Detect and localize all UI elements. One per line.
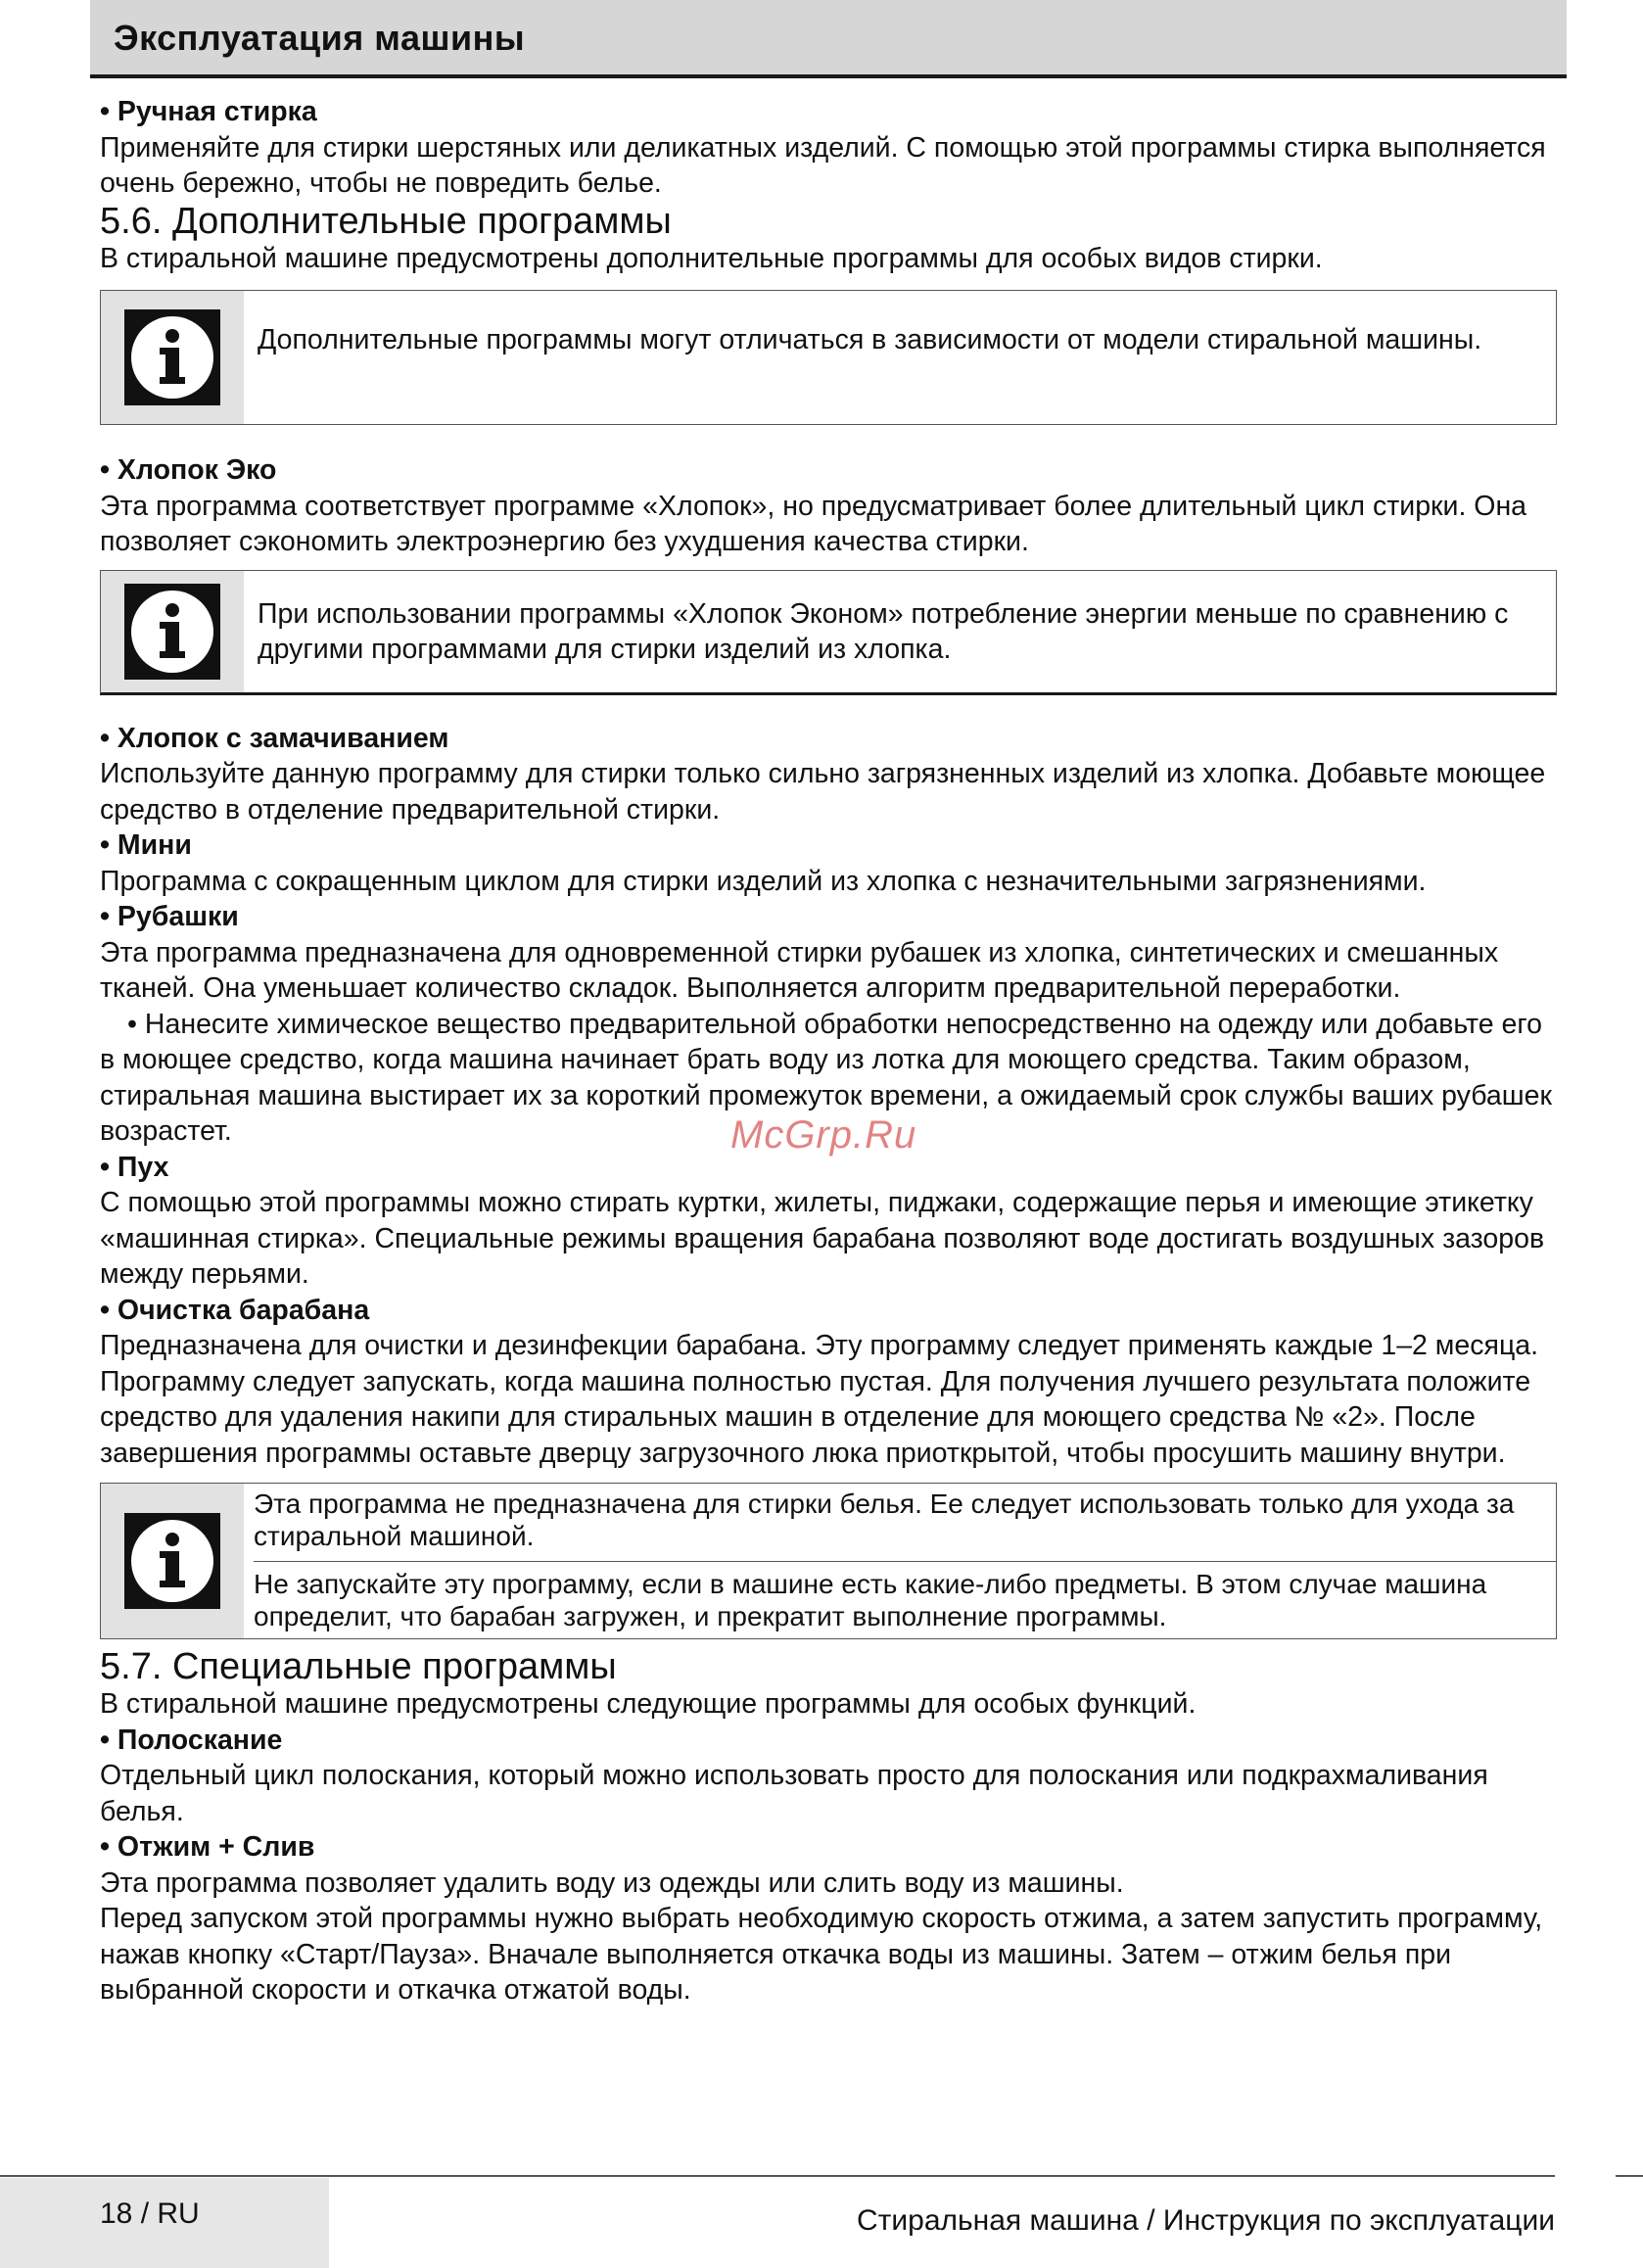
- spin-drain-text-2: Перед запуском этой программы нужно выбрать необходимую скорость отжима, а затем запустить программу, нажав кнопку «Старт/Пауза». Вначале выполняется откачка воды из машины. Затем – отжим белья при выбранной скорости и откачка отжатой воды.: [100, 1903, 1543, 2006]
- info-text-1: Эта программа не предназначена для стирки белья. Ее следует использовать только для ухода за стиральной машиной.: [254, 1488, 1515, 1551]
- drum-clean-text: Предназначена для очистки и дезинфекции барабана. Эту программу следует применять каждые 1–2 месяца. Программу следует запускать, когда машина полностью пустая. Для получения лучшего результата положите средство для удаления накипи для стиральных машин в отделение для моющего средства № «2». После завершения программы оставьте дверцу загрузочного люка приоткрытой, чтобы просушить машину внутри.: [100, 1330, 1539, 1469]
- mini-text: Программа с сокращенным циклом для стирки изделий из хлопка с незначительными загрязнениями.: [100, 865, 1427, 897]
- footer-divider: [0, 2175, 1555, 2177]
- info-icon-cell: [101, 571, 244, 692]
- info-icon: [127, 587, 217, 677]
- info-box-additional-programs: [100, 290, 1557, 425]
- page-header: [90, 0, 1567, 78]
- footer-divider-right: [1616, 2175, 1643, 2177]
- section-5-6-intro: В стиральной машине предусмотрены дополнительные программы для особых видов стирки.: [100, 242, 1323, 274]
- rinse-title: • Полоскание: [100, 1724, 283, 1756]
- info-box-drum-clean: [100, 1483, 1557, 1639]
- info-divider: [254, 1561, 1556, 1562]
- mini-title: • Мини: [100, 829, 192, 861]
- spin-drain-title: • Отжим + Слив: [100, 1831, 315, 1863]
- shirts-text: Эта программа предназначена для одновременной стирки рубашек из хлопка, синтетических и смешанных тканей. Она уменьшает количество складок. Выполняется алгоритм предварительной переработки.: [100, 936, 1499, 1004]
- section-5-7-heading: 5.7. Специальные программы: [100, 1646, 617, 1687]
- info-icon-cell: [101, 1484, 244, 1638]
- info-text: Дополнительные программы могут отличаться в зависимости от модели стиральной машины.: [258, 324, 1482, 355]
- shirts-bullet: • Нанесите химическое вещество предварительной обработки непосредственно на одежду или добавьте его в моющее средство, когда машина начинает брать воду из лотка для моющего средства. Таким образом, стиральная машина выстирает их за короткий промежуток времени, а ожидаемый срок службы ваших рубашек возрастет.: [100, 1008, 1552, 1147]
- drum-clean-title: • Очистка барабана: [100, 1294, 370, 1326]
- cotton-soak-title: • Хлопок с замачиванием: [100, 722, 449, 754]
- info-text-2: Не запускайте эту программу, если в машине есть какие-либо предметы. В этом случае машина определит, что барабан загружен, и прекратит выполнение программы.: [254, 1569, 1487, 1631]
- page-content: [100, 94, 1557, 2008]
- section-5-6-heading: 5.6. Дополнительные программы: [100, 200, 672, 242]
- down-text: С помощью этой программы можно стирать куртки, жилеты, пиджаки, содержащие перья и имеющие этикетку «машинная стирка». Специальные режимы вращения барабана позволяют воде достигать воздушных зазоров между перьями.: [100, 1187, 1545, 1290]
- hand-wash-title: • Ручная стирка: [100, 96, 317, 127]
- info-icon-cell: [101, 291, 244, 424]
- info-text: При использовании программы «Хлопок Эконом» потребление энергии меньше по сравнению с другими программами для стирки изделий из хлопка.: [258, 597, 1509, 665]
- section-5-7-intro: В стиральной машине предусмотрены следующие программы для особых функций.: [100, 1688, 1197, 1720]
- cotton-eco-title: • Хлопок Эко: [100, 454, 277, 486]
- cotton-soak-text: Используйте данную программу для стирки только сильно загрязненных изделий из хлопка. Добавьте моющее средство в отделение предварительной стирки.: [100, 758, 1546, 826]
- footer-page-number: 18 / RU: [100, 2197, 200, 2230]
- rinse-text: Отдельный цикл полоскания, который можно использовать просто для полоскания или подкрахмаливания белья.: [100, 1760, 1488, 1827]
- hand-wash-text: Применяйте для стирки шерстяных или деликатных изделий. С помощью этой программы стирка выполняется очень бережно, чтобы не повредить белье.: [100, 131, 1546, 199]
- watermark: McGrp.Ru: [730, 1113, 917, 1157]
- info-box-cotton-eco: [100, 570, 1557, 695]
- down-title: • Пух: [100, 1151, 169, 1183]
- info-icon: [127, 1516, 217, 1606]
- shirts-title: • Рубашки: [100, 901, 239, 932]
- info-icon: [127, 312, 217, 402]
- page-header-title: Эксплуатация машины: [114, 18, 526, 58]
- footer-document-title: Стиральная машина / Инструкция по эксплуатации: [856, 2204, 1555, 2237]
- spin-drain-text-1: Эта программа позволяет удалить воду из одежды или слить воду из машины.: [100, 1866, 1124, 1899]
- cotton-eco-text: Эта программа соответствует программе «Хлопок», но предусматривает более длительный цикл стирки. Она позволяет сэкономить электроэнергию без ухудшения качества стирки.: [100, 490, 1527, 557]
